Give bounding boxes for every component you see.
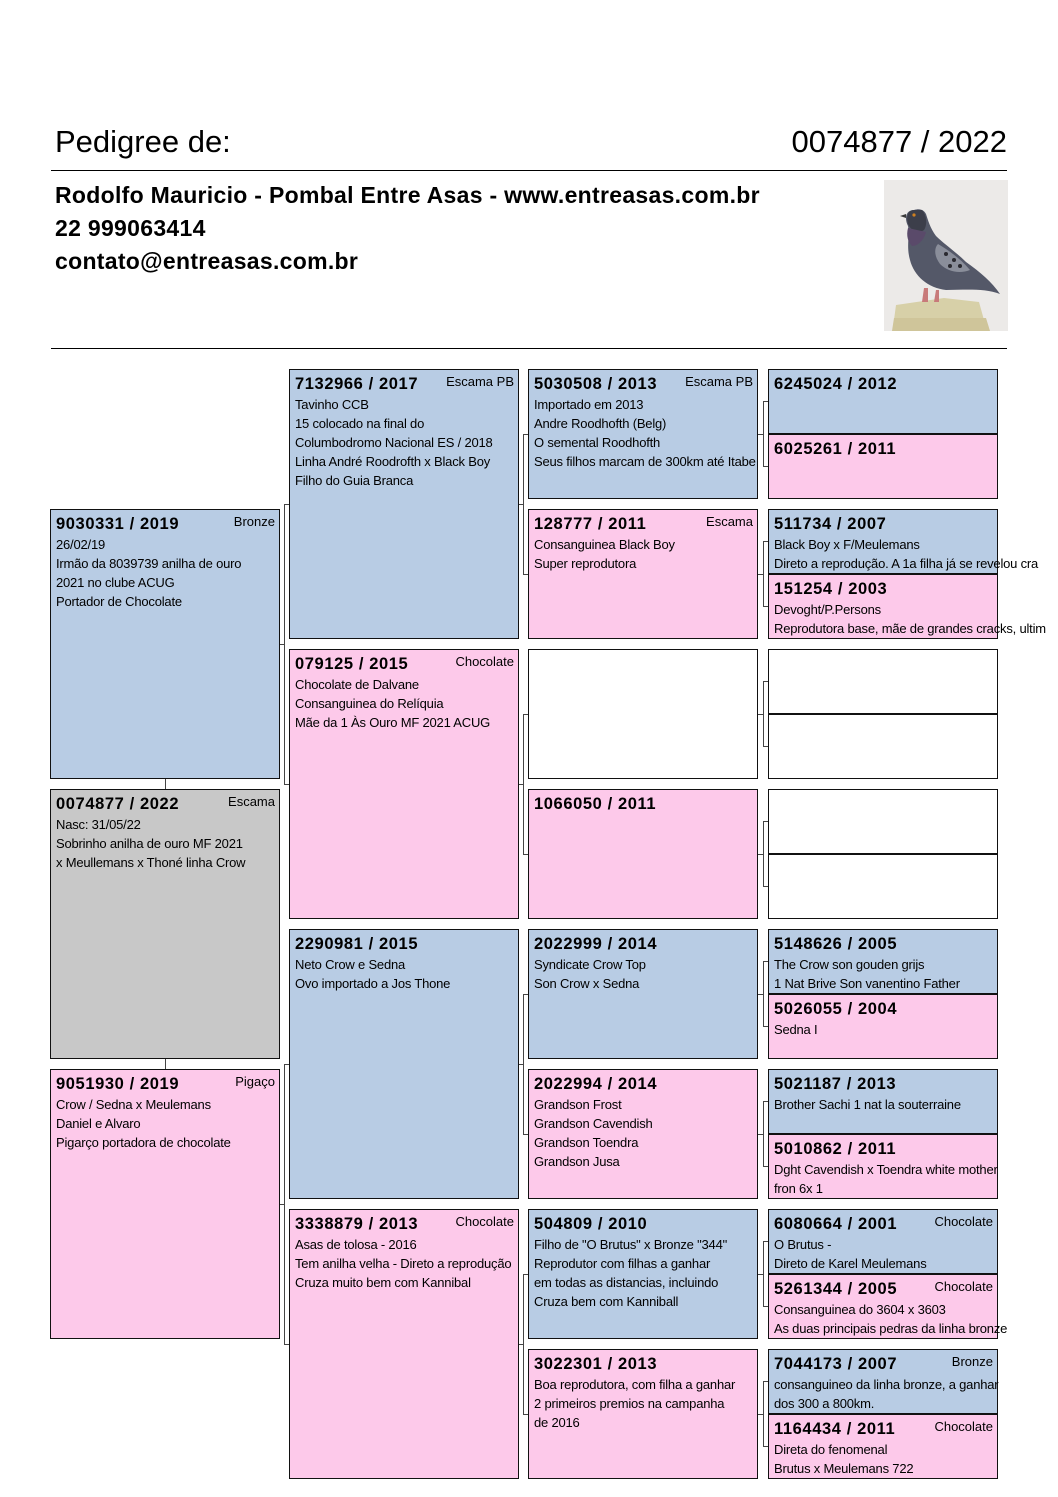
note-line: Crow / Sedna x Meulemans xyxy=(56,1097,211,1112)
pigeon-notes xyxy=(774,955,960,993)
note-line: Reprodutor com filhas a ganhar xyxy=(534,1256,711,1271)
pigeon-box-sds xyxy=(528,649,758,779)
pigeon-box-dsss xyxy=(768,929,998,994)
pigeon-notes xyxy=(534,1235,727,1311)
ring-number: 6245024 / 2012 xyxy=(774,375,898,393)
pigeon-box-dd xyxy=(289,1209,519,1479)
plumage-color: Chocolate xyxy=(934,1279,993,1294)
ring-number: 6025261 / 2011 xyxy=(774,440,897,458)
owner-email: contato@entreasas.com.br xyxy=(55,248,359,274)
note-line: Ovo importado a Jos Thone xyxy=(295,976,451,991)
note-line: consanguineo da linha bronze, a ganhar xyxy=(774,1377,999,1392)
connector-line xyxy=(280,644,284,645)
connector-line xyxy=(763,1101,764,1166)
ring-number: 1066050 / 2011 xyxy=(534,795,657,813)
note-line: 26/02/19 xyxy=(56,537,106,552)
pigeon-box-sire xyxy=(50,509,280,779)
pigeon-box-ssd xyxy=(528,509,758,639)
plumage-color: Pigaço xyxy=(235,1074,275,1089)
pigeon-box-sddd xyxy=(768,854,998,919)
ring-number: 151254 / 2003 xyxy=(774,580,888,598)
plumage-color: Chocolate xyxy=(934,1214,993,1229)
plumage-color: Chocolate xyxy=(934,1419,993,1434)
note-line: Filho do Guia Branca xyxy=(295,473,414,488)
pigeon-box-ds xyxy=(289,929,519,1199)
note-line: Boa reprodutora, com filha a ganhar xyxy=(534,1377,736,1392)
note-line: Direto a reprodução. A 1a filha já se revelou cra xyxy=(774,556,1039,571)
ring-number: 5021187 / 2013 xyxy=(774,1075,897,1093)
plumage-color: Escama xyxy=(706,514,753,529)
pigeon-notes xyxy=(774,1440,913,1478)
connector-line xyxy=(523,1274,524,1414)
pigeon-notes xyxy=(56,815,245,872)
connector-line xyxy=(519,1064,523,1065)
owner-name: Rodolfo Mauricio - Pombal Entre Asas - www.entreasas.com.br xyxy=(55,182,760,208)
note-line: Seus filhos marcam de 300km até Itabe xyxy=(534,454,756,469)
note-line: Reprodutora base, mãe de grandes cracks, ultim xyxy=(774,621,1046,636)
connector-line xyxy=(763,466,768,467)
pigeon-box-dsdd xyxy=(768,1134,998,1199)
note-line: Cruza bem com Kanniball xyxy=(534,1294,679,1309)
note-line: Andre Roodhofth (Belg) xyxy=(534,416,667,431)
subject-ring-header: 0074877 / 2022 xyxy=(791,124,1007,159)
note-line: Black Boy x F/Meulemans xyxy=(774,537,920,552)
ring-number: 2022994 / 2014 xyxy=(534,1075,658,1093)
connector-line xyxy=(523,854,528,855)
pigeon-notes xyxy=(774,1095,961,1114)
note-line: 2021 no clube ACUG xyxy=(56,575,175,590)
pigeon-notes xyxy=(774,1160,998,1198)
ring-number: 9051930 / 2019 xyxy=(56,1075,180,1093)
note-line: x Meullemans x Thoné linha Crow xyxy=(56,855,246,870)
pigeon-box-ssdd xyxy=(768,574,1046,639)
pigeon-box-sssd xyxy=(768,434,998,499)
note-line: Sedna I xyxy=(774,1022,818,1037)
connector-line xyxy=(523,994,528,995)
pigeon-photo xyxy=(884,180,1008,331)
pigeon-box-sdds xyxy=(768,789,998,854)
note-line: em todas as distancias, incluindo xyxy=(534,1275,719,1290)
pigeon-notes xyxy=(774,1300,1007,1338)
connector-line xyxy=(758,854,763,855)
pigeon-notes xyxy=(534,1095,653,1171)
note-line: Dght Cavendish x Toendra white mother xyxy=(774,1162,998,1177)
pigeon-notes xyxy=(295,955,450,993)
note-line: Mãe da 1 Às Ouro MF 2021 ACUG xyxy=(295,715,491,730)
connector-line xyxy=(763,886,768,887)
connector-line xyxy=(758,714,763,715)
note-line: The Crow son gouden grijs xyxy=(774,957,925,972)
note-line: Daniel e Alvaro xyxy=(56,1116,141,1131)
note-line: Irmão da 8039739 anilha de ouro xyxy=(56,556,242,571)
pigeon-box-dddd xyxy=(768,1414,998,1479)
ring-number: 2022999 / 2014 xyxy=(534,935,658,953)
note-line: Cruza muito bem com Kannibal xyxy=(295,1275,471,1290)
connector-line xyxy=(165,1059,166,1069)
pigeon-box-ssds xyxy=(768,509,1039,574)
owner-phone: 22 999063414 xyxy=(55,215,206,241)
note-line: fron 6x 1 xyxy=(774,1181,823,1196)
ring-number: 5030508 / 2013 xyxy=(534,375,658,393)
connector-line xyxy=(284,784,289,785)
connector-line xyxy=(284,1064,289,1065)
connector-line xyxy=(284,504,285,784)
pigeon-box-ddss xyxy=(768,1209,998,1274)
pigeon-box-dssd xyxy=(768,994,998,1059)
pigeon-notes xyxy=(774,600,1046,638)
pigeon-box-ddsd xyxy=(768,1274,1008,1339)
connector-line xyxy=(763,541,764,606)
connector-line xyxy=(763,1381,764,1446)
pigeon-box-ddds xyxy=(768,1349,998,1414)
note-line: Tavinho CCB xyxy=(295,397,369,412)
connector-line xyxy=(763,1381,768,1382)
note-line: Grandson Jusa xyxy=(534,1154,620,1169)
header-divider xyxy=(51,170,1007,171)
ring-number: 079125 / 2015 xyxy=(295,655,409,673)
connector-line xyxy=(523,714,528,715)
connector-line xyxy=(519,1344,523,1345)
connector-line xyxy=(165,779,166,789)
pigeon-box-dss xyxy=(528,929,758,1059)
note-line: Nasc: 31/05/22 xyxy=(56,817,141,832)
note-line: Brutus x Meulemans 722 xyxy=(774,1461,914,1476)
ring-number: 504809 / 2010 xyxy=(534,1215,648,1233)
note-line: Consanguinea do 3604 x 3603 xyxy=(774,1302,946,1317)
connector-line xyxy=(284,504,289,505)
connector-line xyxy=(758,1274,763,1275)
note-line: Direta do fenomenal xyxy=(774,1442,888,1457)
connector-line xyxy=(758,1414,763,1415)
plumage-color: Chocolate xyxy=(455,654,514,669)
note-line: 2 primeiros premios na campanha xyxy=(534,1396,725,1411)
pigeon-notes xyxy=(56,535,241,611)
note-line: de 2016 xyxy=(534,1415,580,1430)
plumage-color: Chocolate xyxy=(455,1214,514,1229)
connector-line xyxy=(763,401,764,466)
connector-line xyxy=(763,401,768,402)
connector-line xyxy=(763,681,768,682)
ring-number: 5010862 / 2011 xyxy=(774,1140,897,1158)
note-line: 15 colocado na final do xyxy=(295,416,425,431)
connector-line xyxy=(523,994,524,1134)
connector-line xyxy=(758,1134,763,1135)
pigeon-box-dsds xyxy=(768,1069,998,1134)
connector-line xyxy=(758,574,763,575)
connector-line xyxy=(523,714,524,854)
pigeon-notes xyxy=(56,1095,231,1152)
note-line: Neto Crow e Sedna xyxy=(295,957,406,972)
pigeon-notes xyxy=(295,395,493,490)
pedigree-title: Pedigree de: xyxy=(55,124,231,159)
connector-line xyxy=(763,961,764,1026)
connector-line xyxy=(763,1446,768,1447)
note-line: Sobrinho anilha de ouro MF 2021 xyxy=(56,836,243,851)
connector-line xyxy=(523,1134,528,1135)
pigeon-box-dds xyxy=(528,1209,758,1339)
ring-number: 128777 / 2011 xyxy=(534,515,647,533)
ring-number: 6080664 / 2001 xyxy=(774,1215,898,1233)
connector-line xyxy=(758,994,763,995)
ring-number: 5026055 / 2004 xyxy=(774,1000,898,1018)
connector-line xyxy=(523,434,524,574)
ring-number: 3338879 / 2013 xyxy=(295,1215,419,1233)
note-line: Consanguinea Black Boy xyxy=(534,537,675,552)
note-line: Linha André Roodrofth x Black Boy xyxy=(295,454,491,469)
pigeon-notes xyxy=(295,675,490,732)
ring-number: 7044173 / 2007 xyxy=(774,1355,898,1373)
note-line: Son Crow x Sedna xyxy=(534,976,640,991)
note-line: Tem anilha velha - Direto a reprodução xyxy=(295,1256,512,1271)
ring-number: 2290981 / 2015 xyxy=(295,935,419,953)
connector-line xyxy=(763,1241,768,1242)
pigeon-notes xyxy=(295,1235,511,1292)
connector-line xyxy=(763,1306,768,1307)
note-line: Super reprodutora xyxy=(534,556,637,571)
pigeon-notes xyxy=(774,535,1038,573)
connector-line xyxy=(519,784,523,785)
ring-number: 5148626 / 2005 xyxy=(774,935,898,953)
connector-line xyxy=(284,1064,285,1344)
plumage-color: Bronze xyxy=(951,1354,993,1369)
pigeon-box-sd xyxy=(289,649,519,919)
pigeon-box-sdsd xyxy=(768,714,998,779)
connector-line xyxy=(523,574,528,575)
connector-line xyxy=(763,746,768,747)
pigeon-box-subject xyxy=(50,789,280,1059)
ring-number: 7132966 / 2017 xyxy=(295,375,419,393)
connector-line xyxy=(519,504,523,505)
pigeon-notes xyxy=(774,1020,817,1039)
pigeon-box-dsd xyxy=(528,1069,758,1199)
note-line: Portador de Chocolate xyxy=(56,594,182,609)
pigeon-box-sdd xyxy=(528,789,758,919)
pigeon-box-ddd xyxy=(528,1349,758,1479)
connector-line xyxy=(763,541,768,542)
plumage-color: Escama xyxy=(228,794,275,809)
plumage-color: Escama PB xyxy=(446,374,514,389)
connector-line xyxy=(763,1101,768,1102)
connector-line xyxy=(763,821,768,822)
note-line: Pigarço portadora de chocolate xyxy=(56,1135,231,1150)
note-line: Importado em 2013 xyxy=(534,397,644,412)
pigeon-notes xyxy=(774,1235,927,1273)
note-line: Columbodromo Nacional ES / 2018 xyxy=(295,435,493,450)
note-line: As duas principais pedras da linha bronze xyxy=(774,1321,1008,1336)
ring-number: 1164434 / 2011 xyxy=(774,1420,896,1438)
pigeon-notes xyxy=(534,1375,735,1432)
pigeon-box-sss xyxy=(528,369,758,499)
connector-line xyxy=(763,1166,768,1167)
note-line: Chocolate de Dalvane xyxy=(295,677,419,692)
note-line: Direto de Karel Meulemans xyxy=(774,1256,927,1271)
connector-line xyxy=(523,1274,528,1275)
pigeon-notes xyxy=(534,395,756,471)
pigeon-box-sdss xyxy=(768,649,998,714)
ring-number: 5261344 / 2005 xyxy=(774,1280,898,1298)
pigeon-notes xyxy=(534,955,646,993)
pigeon-box-ssss xyxy=(768,369,998,434)
connector-line xyxy=(523,434,528,435)
plumage-color: Escama PB xyxy=(685,374,753,389)
connector-line xyxy=(763,1026,768,1027)
connector-line xyxy=(763,1241,764,1306)
connector-line xyxy=(763,606,768,607)
connector-line xyxy=(763,961,768,962)
connector-line xyxy=(763,821,764,886)
note-line: Grandson Cavendish xyxy=(534,1116,653,1131)
ring-number: 511734 / 2007 xyxy=(774,515,887,533)
ring-number: 3022301 / 2013 xyxy=(534,1355,658,1373)
note-line: Brother Sachi 1 nat la souterraine xyxy=(774,1097,961,1112)
note-line: Devoght/P.Persons xyxy=(774,602,881,617)
connector-line xyxy=(523,1414,528,1415)
note-line: dos 300 a 800km. xyxy=(774,1396,875,1411)
plumage-color: Bronze xyxy=(233,514,275,529)
note-line: Asas de tolosa - 2016 xyxy=(295,1237,417,1252)
connector-line xyxy=(758,434,763,435)
note-line: Filho de "O Brutus" x Bronze "344" xyxy=(534,1237,728,1252)
ring-number: 0074877 / 2022 xyxy=(56,795,180,813)
pigeon-notes xyxy=(774,1375,998,1413)
ring-number: 9030331 / 2019 xyxy=(56,515,180,533)
note-line: 1 Nat Brive Son vanentino Father xyxy=(774,976,960,991)
pigeon-box-dam xyxy=(50,1069,280,1339)
note-line: Consanguinea do Relíquia xyxy=(295,696,444,711)
note-line: Syndicate Crow Top xyxy=(534,957,646,972)
connector-line xyxy=(284,1344,289,1345)
note-line: Grandson Frost xyxy=(534,1097,622,1112)
pigeon-box-ss xyxy=(289,369,519,639)
connector-line xyxy=(280,1204,284,1205)
connector-line xyxy=(763,681,764,746)
note-line: O Brutus - xyxy=(774,1237,832,1252)
note-line: Grandson Toendra xyxy=(534,1135,639,1150)
pigeon-notes xyxy=(534,535,675,573)
note-line: O semental Roodhofth xyxy=(534,435,661,450)
section-divider xyxy=(51,348,1007,349)
